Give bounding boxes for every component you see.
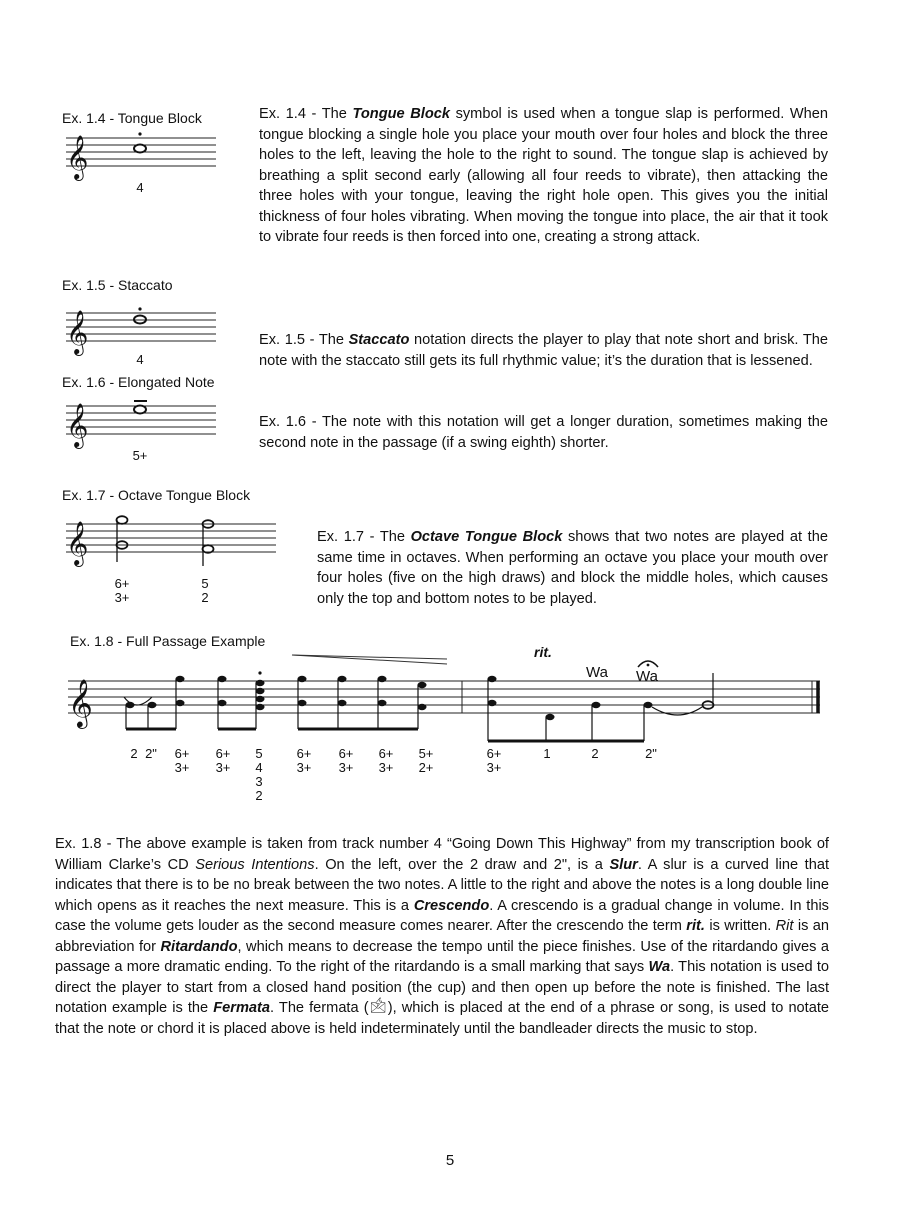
ex15-label: Ex. 1.5 - Staccato [62, 277, 173, 293]
rit-mark: rit. [534, 644, 552, 660]
paragraph-ex17: Ex. 1.7 - The Octave Tongue Block shows that two notes are played at the same time in octaves. When performing an octave you place your mouth over four holes (five on the high draws) and block the middle holes, which causes only the top and bottom notes to be played. [317, 529, 828, 607]
treble-clef-icon: 𝄞 [66, 312, 89, 354]
tongue-block-dot-icon [138, 132, 141, 135]
hole-number: 6+ [486, 746, 502, 761]
treble-clef-icon: 𝄞 [66, 137, 89, 179]
hole-number: 2" [145, 746, 157, 761]
ex16-staff [62, 396, 222, 466]
crescendo-line [292, 655, 447, 659]
page-number: 5 [445, 1152, 455, 1169]
paragraph-ex15: Ex. 1.5 - The Staccato notation directs the player to play that note short and brisk. The note with the staccato still gets its full rhythmic value; it’s the duration that is lessened. [259, 332, 828, 369]
ex16-label: Ex. 1.6 - Elongated Note [62, 374, 215, 390]
slur-icon [652, 707, 702, 715]
hole-number: 3+ [215, 760, 231, 775]
hole-number: 2 [201, 590, 209, 605]
treble-clef-icon: 𝄞 [66, 523, 89, 565]
paragraph-ex14: Ex. 1.4 - The Tongue Block symbol is used when a tongue slap is performed. When tongue blocking a single hole you place your mouth over four holes and block the three holes to the left, leaving the hole to the right to sound. The tongue slap is achieved by breathing a split second early (allowing all four reeds to vibrate), then attacking the three holes with your tongue, leaving the right hole open. This gives you the initial thickness of four holes vibrating. When moving the tongue into place, the air that it took to vibrate four reeds is then forced into one, creating a strong attack. [259, 106, 828, 245]
treble-clef-icon: 𝄞 [68, 679, 93, 726]
hole-number: 4 [255, 760, 263, 775]
hole-number: 4 [136, 180, 144, 195]
crescendo-line [292, 655, 447, 664]
hole-number: 3+ [296, 760, 312, 775]
hole-number: 5+ [418, 746, 434, 761]
hole-number: 2 [591, 746, 599, 761]
ex14-staff [62, 130, 222, 200]
hole-number: 3+ [338, 760, 354, 775]
hole-number: 6+ [174, 746, 190, 761]
hole-number: 3 [255, 774, 263, 789]
paragraph-ex18: Ex. 1.8 - The above example is taken from track number 4 “Going Down This Highway” from my transcription book of William Clarke’s CD Serious Intentions. On the left, over the 2 draw and 2", is a Slur. A slur is a curved line that indicates that there is to be no break between the two notes. A little to the right and above the notes is a long double line which opens as it reaches the next measure. This is a Crescendo. A crescendo is a gradual change in volume. In this case the volume gets louder as the second measure comes nearer. After the crescendo the term rit. is written. Rit is an abbreviation for Ritardando, which means to decrease the tempo until the piece finishes. Use of the ritardando gives a passage a more dramatic ending. To the right of the ritardando is a small marking that says Wa. This notation is used to direct the player to start from a closed hand position (the cup) and then open up before the note is finished. The last notation example is the Fermata. The fermata (🖄), which is placed at the end of a phrase or song, is used to notate that the note or chord it is placed above is held indeterminately until the bandleader directs the music to stop. [55, 836, 830, 1037]
hole-number: 6+ [296, 746, 312, 761]
ex18-staff [62, 645, 842, 805]
treble-clef-icon: 𝄞 [66, 405, 89, 447]
hole-number: 2" [645, 746, 657, 761]
hole-number: 3+ [486, 760, 502, 775]
hole-number: 6+ [338, 746, 354, 761]
fermata-icon: 🖄 [368, 1000, 388, 1016]
ex17-staff [62, 512, 292, 612]
hole-number: 2 [130, 746, 138, 761]
ex15-staff [62, 305, 222, 375]
hole-number: 5+ [132, 448, 148, 463]
staccato-dot-icon [138, 307, 141, 310]
ex17-label: Ex. 1.7 - Octave Tongue Block [62, 487, 251, 503]
hole-number: 1 [543, 746, 551, 761]
hole-number: 5 [201, 576, 209, 591]
hole-number: 3+ [114, 590, 130, 605]
hole-number: 3+ [378, 760, 394, 775]
hole-number: 4 [136, 352, 144, 367]
staccato-dot-icon [258, 671, 261, 674]
hole-number: 2 [255, 788, 263, 803]
whole-note-icon [134, 145, 146, 153]
hole-number: 6+ [215, 746, 231, 761]
ex18-label: Ex. 1.8 - Full Passage Example [70, 633, 266, 649]
hole-number: 6+ [114, 576, 130, 591]
wa-mark: Wa [636, 668, 658, 685]
hole-number: 5 [255, 746, 263, 761]
ex14-label: Ex. 1.4 - Tongue Block [62, 110, 202, 126]
hole-number: 6+ [378, 746, 394, 761]
wa-mark: Wa [586, 664, 608, 681]
paragraph-ex16: Ex. 1.6 - The note with this notation will get a longer duration, sometimes making the second note in the passage (if a swing eighth) shorter. [259, 414, 828, 451]
hole-number: 3+ [174, 760, 190, 775]
hole-number: 2+ [418, 760, 434, 775]
half-note-icon [117, 516, 128, 524]
whole-note-icon [134, 406, 146, 414]
